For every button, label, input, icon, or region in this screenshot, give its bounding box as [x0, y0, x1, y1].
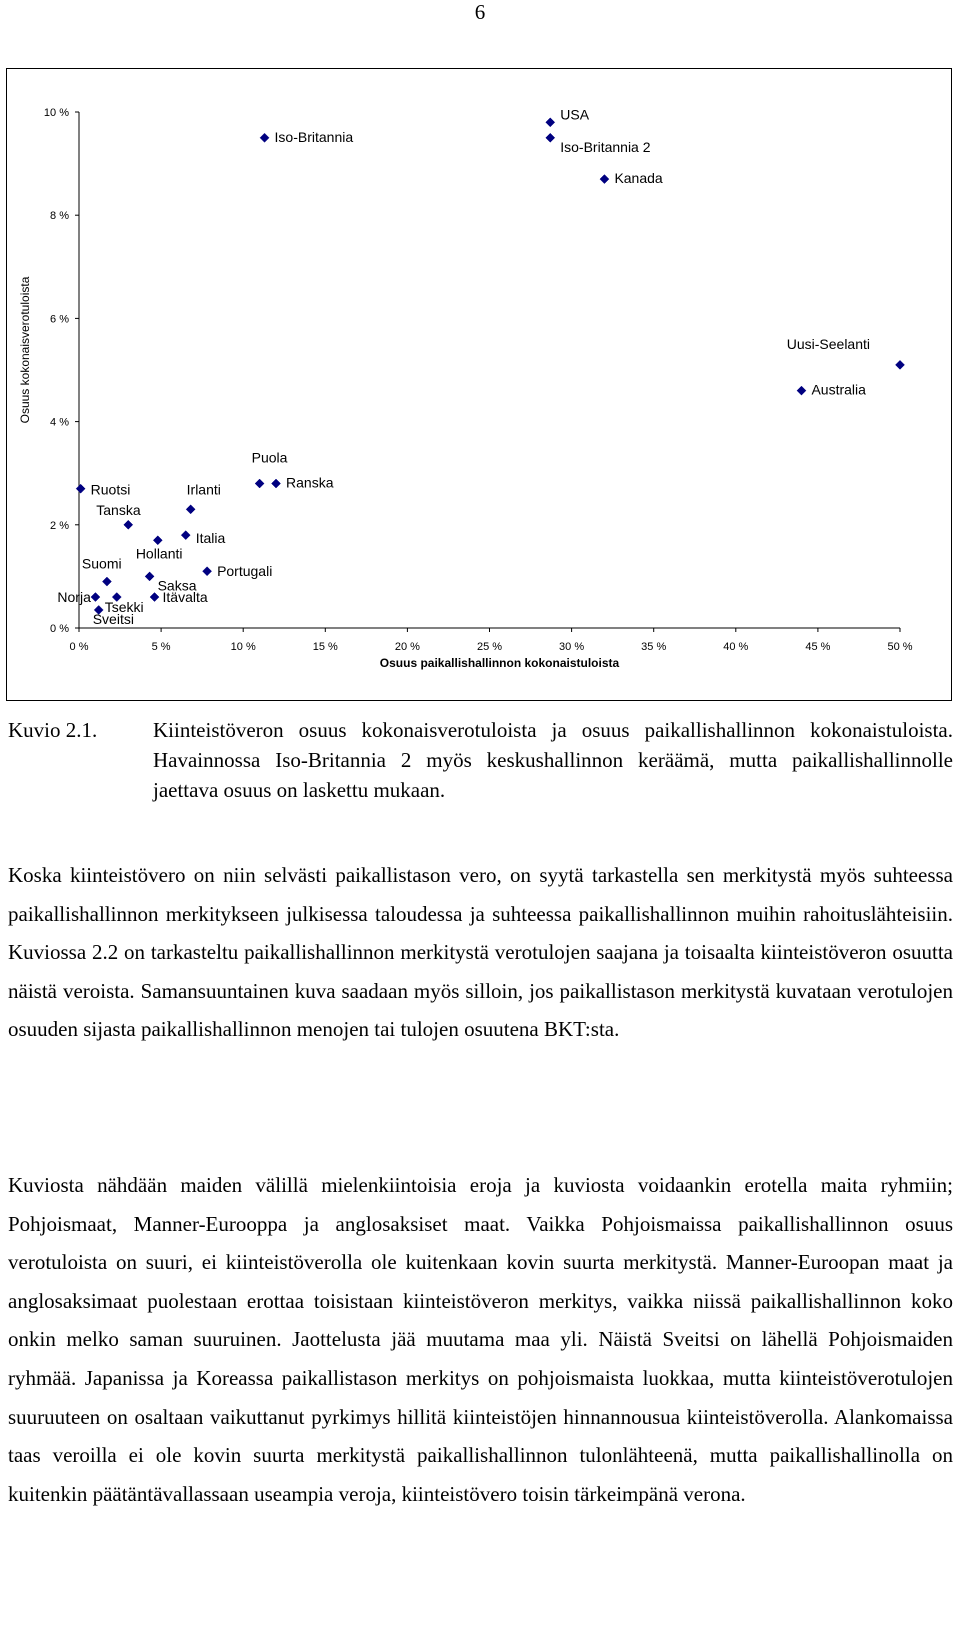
data-point-label: Suomi — [81, 555, 122, 572]
y-tick-label: 0 % — [50, 623, 69, 635]
x-tick-label: 5 % — [151, 641, 171, 653]
x-tick-label: 25 % — [476, 641, 503, 653]
data-point-label: Ruotsi — [90, 481, 131, 498]
y-tick-label: 6 % — [50, 313, 69, 326]
y-tick-label: 2 % — [50, 519, 69, 532]
data-point-label: Puola — [251, 449, 288, 466]
data-point-label: Tsekki — [104, 599, 144, 616]
y-axis-title: Osuus kokonaisverotuloista — [18, 276, 32, 424]
x-tick-label: 10 % — [230, 641, 256, 653]
data-point — [272, 479, 281, 488]
data-point-label: Tanska — [96, 501, 141, 518]
y-tick-label: 4 % — [50, 416, 69, 429]
data-point-label: Hollanti — [135, 545, 183, 562]
data-point — [102, 577, 111, 586]
data-point — [91, 593, 100, 602]
data-point — [600, 175, 609, 184]
data-point — [153, 536, 162, 545]
data-point-label: Australia — [811, 381, 866, 398]
x-axis-title: Osuus paikallishallinnon kokonaistuloista — [379, 656, 620, 670]
body-paragraph-2: Kuviosta nähdään maiden välillä mielenkiintoisia eroja ja kuviosta voidaankin erotella maita ryhmiin; Pohjoismaat, Manner-Eurooppa ja anglosaksiset maat. Vaikka Pohjoismaissa paikallishallinnon osuus verotuloista on suuri, ei kiinteistöverolla ole kuitenkaan kovin suurta merkitystä. Manner-Euroopan maat ja anglosaksimaat puolestaan erottaa toisistaan kiinteistöveron merkitys, vaikka niissä paikallishallinnon koko onkin melko saman suuruinen. Jaottelusta jää muutama maa yli. Näistä Sveitsi on lähellä Pohjoismaiden ryhmää. Japanissa ja Koreassa paikallistason merkitys on pohjoismaista luokkaa, mutta kiinteistöverotulojen suuruuteen on osaltaan vaikuttanut pyrkimys hillitä kiinteistöjen hinnannousua kiinteistöverolla. Alankomaissa taas veroilla ei ole kovin suurta merkitystä paikallishallinnon tulonlähteenä, mutta paikallishallinolla on kuitenkin päätäntävallassaan useampia veroja, kiinteistövero toisin tärkeimpänä verona. — [8, 1173, 953, 1506]
data-point — [797, 386, 806, 395]
data-point — [145, 572, 154, 581]
data-point-label: Italia — [195, 530, 226, 547]
data-point-label: Portugali — [217, 563, 273, 580]
data-point-label: Kanada — [614, 170, 663, 187]
x-tick-label: 20 % — [394, 641, 420, 653]
x-tick-label: 30 % — [559, 641, 585, 653]
data-point-label: Irlanti — [186, 481, 221, 498]
data-point-label: Sveitsi — [92, 610, 134, 627]
data-point — [546, 133, 555, 142]
x-tick-label: 0 % — [69, 641, 89, 653]
y-tick-label: 8 % — [50, 210, 69, 223]
x-tick-label: 40 % — [723, 641, 749, 653]
data-point — [546, 118, 555, 127]
x-tick-label: 45 % — [805, 641, 831, 653]
data-point-label: Itävalta — [162, 589, 208, 606]
y-tick-label: 10 % — [43, 107, 69, 119]
x-tick-label: 15 % — [312, 641, 338, 653]
data-point — [896, 360, 905, 369]
data-point-label: Norja — [57, 589, 91, 606]
caption-label: Kuvio 2.1. — [8, 718, 98, 742]
data-point — [76, 484, 85, 493]
data-point-label: Saksa — [157, 577, 197, 594]
data-point-label: Iso-Britannia — [274, 128, 354, 145]
caption-text: Kiinteistöveron osuus kokonaisverotuloista ja osuus paikallishallinnon kokonaistuloista. Havainnossa Iso-Britannia 2 myös keskushallinnon keräämä, mutta paikallishallinnolle jaettava osuus on laskettu mukaan. — [153, 718, 953, 802]
data-point-label: Ranska — [286, 474, 334, 491]
data-point — [181, 531, 190, 540]
chart-frame — [6, 68, 952, 701]
data-point — [260, 133, 269, 142]
data-point-label: USA — [560, 106, 590, 123]
data-point-label: Uusi-Seelanti — [786, 335, 870, 352]
body-paragraph-1: Koska kiinteistövero on niin selvästi paikallistason vero, on syytä tarkastella sen merkitystä myös suhteessa paikallishallinnon merkitykseen julkisessa taloudessa ja suhteessa paikallishallinnon muihin rahoituslähteisiin. Kuviossa 2.2 on tarkasteltu paikallishallinnon merkitystä verotulojen saajana ja toisaalta kiinteistöveron osuutta näistä veroista. Samansuuntainen kuva saadaan myös silloin, jos paikallistason merkitystä kuvataan verotulojen osuuden sijasta paikallishallinnon menojen tai tulojen osuutena BKT:sta. — [8, 863, 953, 1042]
data-point — [124, 520, 133, 529]
x-tick-label: 50 % — [887, 641, 913, 653]
x-tick-label: 35 % — [641, 641, 667, 653]
data-point — [255, 479, 264, 488]
scatter-chart — [7, 69, 951, 700]
page-number: 6 — [474, 0, 486, 24]
data-point — [186, 505, 195, 514]
data-point-label: Iso-Britannia 2 — [560, 138, 651, 155]
data-point — [203, 567, 212, 576]
data-point — [150, 593, 159, 602]
